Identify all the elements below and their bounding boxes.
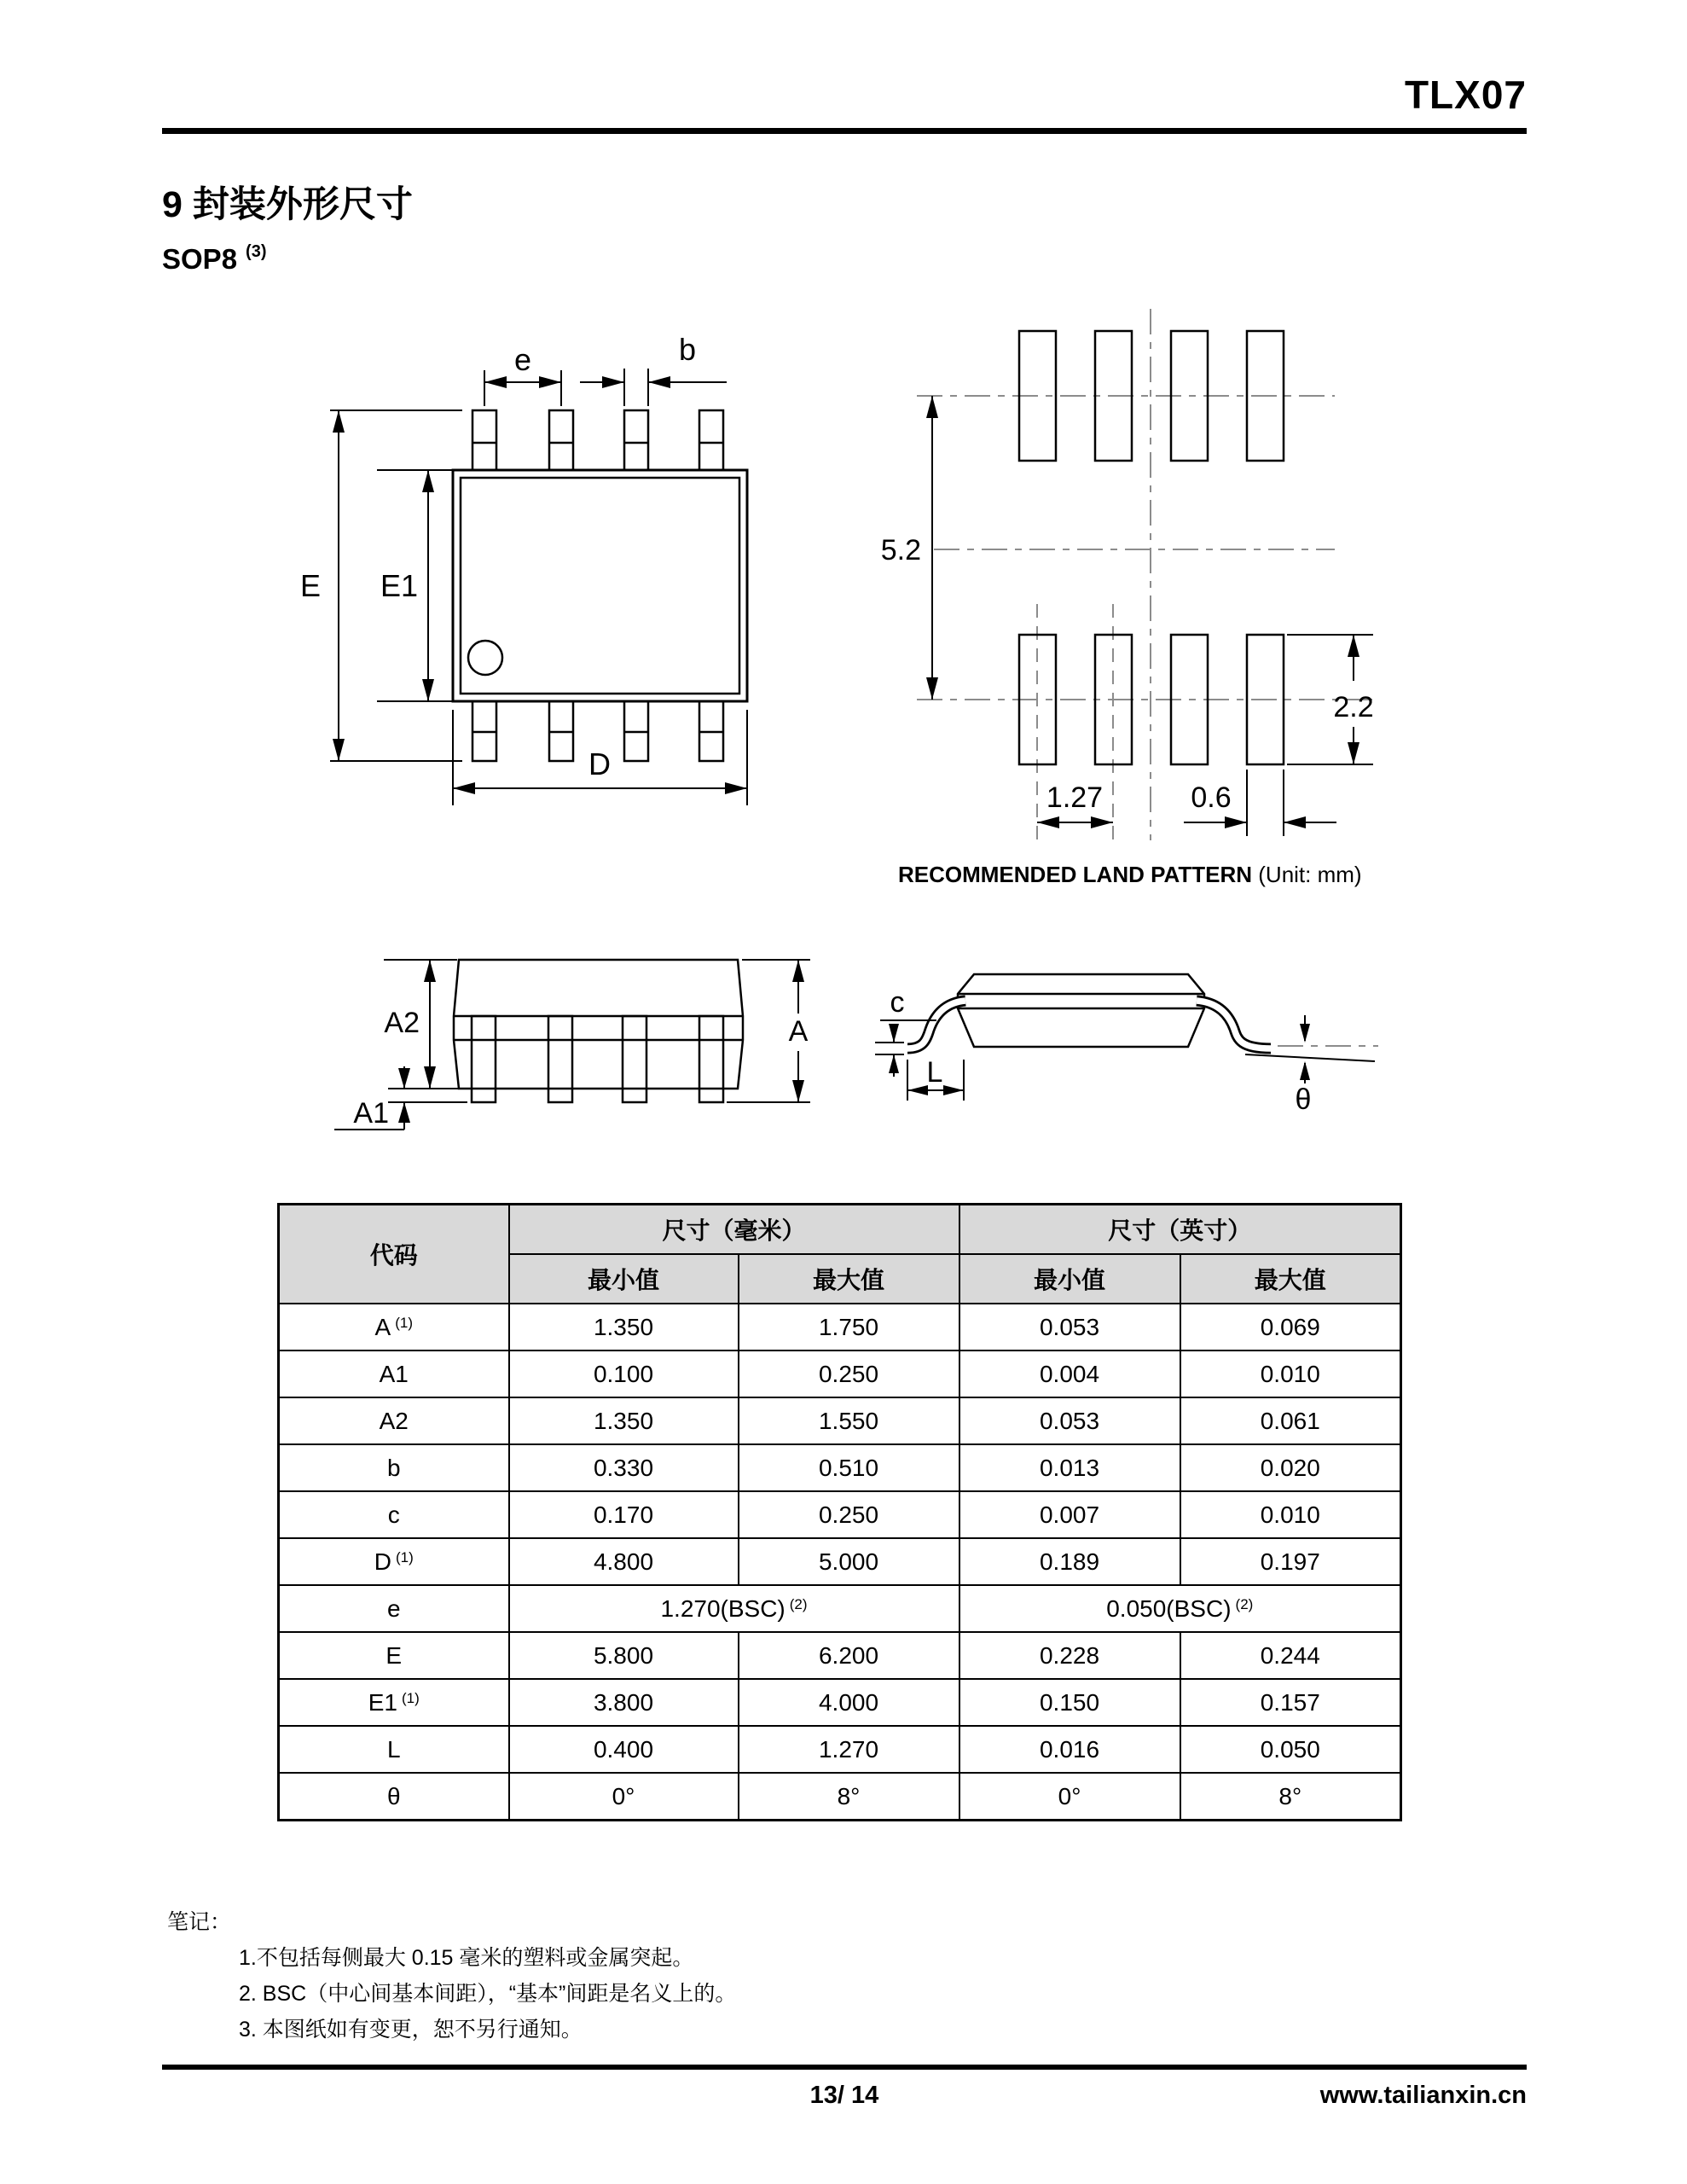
cell-in-min: 0° bbox=[959, 1773, 1180, 1821]
col-header-code: 代码 bbox=[279, 1205, 509, 1304]
col-header-in-max: 最大值 bbox=[1180, 1254, 1401, 1304]
center-lines bbox=[917, 309, 1373, 843]
cell-mm-max: 0.250 bbox=[739, 1491, 959, 1538]
table-row bbox=[279, 1726, 1401, 1773]
cell-mm-max: 0.510 bbox=[739, 1444, 959, 1491]
cell-mm-max: 0.250 bbox=[739, 1350, 959, 1397]
cell-in-max: 0.050 bbox=[1180, 1726, 1401, 1773]
dimension-b bbox=[580, 332, 727, 406]
table-row bbox=[279, 1773, 1401, 1821]
cell-mm-max: 4.000 bbox=[739, 1679, 959, 1726]
label-0-6: 0.6 bbox=[1191, 781, 1232, 814]
cell-code: A $^{(1)}$ bbox=[279, 1304, 509, 1350]
cell-mm-min: 4.800 bbox=[509, 1538, 739, 1585]
footer-rule bbox=[162, 2065, 1527, 2070]
page-number: 13/ 14 bbox=[809, 2082, 879, 2109]
label-5-2: 5.2 bbox=[880, 534, 921, 566]
cell-in-max: 0.069 bbox=[1180, 1304, 1401, 1350]
label-e: e bbox=[513, 342, 532, 377]
land-pattern-drawing bbox=[870, 290, 1527, 887]
label-A1: A1 bbox=[353, 1097, 389, 1130]
cell-code: A2 bbox=[279, 1397, 509, 1444]
label-E: E bbox=[299, 568, 321, 603]
cell-mm-min: 5.800 bbox=[509, 1632, 739, 1679]
cell-in-max: 8° bbox=[1180, 1773, 1401, 1821]
cell-in-min: 0.053 bbox=[959, 1304, 1180, 1350]
note-item-2: 2. BSC（中心间基本间距），“基本”间距是名义上的。 bbox=[239, 1982, 737, 2006]
cell-in-min: 0.189 bbox=[959, 1538, 1180, 1585]
cell-in-min: 0.013 bbox=[959, 1444, 1180, 1491]
header-rule bbox=[162, 128, 1527, 134]
cell-code: θ bbox=[279, 1773, 509, 1821]
dimension-pad-width bbox=[1184, 770, 1336, 836]
cell-code: E bbox=[279, 1632, 509, 1679]
table-row bbox=[279, 1491, 1401, 1538]
cell-in-max: 0.244 bbox=[1180, 1632, 1401, 1679]
cell-code: D $^{(1)}$ bbox=[279, 1538, 509, 1585]
cell-mm-min: 0.100 bbox=[509, 1350, 739, 1397]
label-1-27: 1.27 bbox=[1046, 781, 1104, 814]
cell-mm-max: 6.200 bbox=[739, 1632, 959, 1679]
table-row bbox=[279, 1397, 1401, 1444]
package-name: SOP8 bbox=[162, 243, 238, 275]
label-b: b bbox=[678, 332, 697, 367]
cell-mm-min: 1.350 bbox=[509, 1397, 739, 1444]
cell-code: e bbox=[279, 1585, 509, 1632]
package-body bbox=[453, 470, 747, 701]
col-header-inch: 尺寸（英寸） bbox=[959, 1205, 1401, 1255]
cell-code: E1 $^{(1)}$ bbox=[279, 1679, 509, 1726]
table-row bbox=[279, 1304, 1401, 1350]
cell-in-min: 0.053 bbox=[959, 1397, 1180, 1444]
cell-in-max: 0.157 bbox=[1180, 1679, 1401, 1726]
cell-mm-min: 3.800 bbox=[509, 1679, 739, 1726]
dimension-row-span bbox=[881, 396, 938, 700]
table-group-header-row bbox=[279, 1205, 1401, 1255]
cell-in-max: 0.197 bbox=[1180, 1538, 1401, 1585]
dimension-pitch bbox=[1037, 781, 1113, 828]
notes-title: 笔记： bbox=[167, 1910, 232, 1934]
package-top-view-drawing bbox=[162, 299, 844, 845]
package-heading bbox=[162, 242, 267, 276]
label-2-2: 2.2 bbox=[1333, 691, 1374, 723]
cell-in-max: 0.020 bbox=[1180, 1444, 1401, 1491]
doc-title: TLX07 bbox=[1404, 73, 1527, 117]
dimension-table bbox=[277, 1203, 1402, 1821]
label-L: L bbox=[926, 1056, 943, 1089]
label-A2: A2 bbox=[384, 1007, 420, 1039]
note-item-3: 3. 本图纸如有变更，恕不另行通知。 bbox=[239, 2018, 583, 2042]
section-heading: 9 封装外形尺寸 bbox=[162, 184, 413, 225]
cell-mm-max: 1.750 bbox=[739, 1304, 959, 1350]
cell-in-min: 0.004 bbox=[959, 1350, 1180, 1397]
cell-mm-max: 1.550 bbox=[739, 1397, 959, 1444]
table-row bbox=[279, 1350, 1401, 1397]
cell-in-max: 0.010 bbox=[1180, 1350, 1401, 1397]
table-row bbox=[279, 1444, 1401, 1491]
cell-code: b bbox=[279, 1444, 509, 1491]
note-item-1: 1.不包括每侧最大 0.15 毫米的塑料或金属突起。 bbox=[239, 1946, 694, 1970]
label-A: A bbox=[788, 1015, 809, 1048]
cell-in-min: 0.016 bbox=[959, 1726, 1180, 1773]
cell-mm-span: 1.270(BSC) $^{(2)}$ bbox=[509, 1585, 959, 1632]
cell-code: c bbox=[279, 1491, 509, 1538]
cell-mm-min: 0.330 bbox=[509, 1444, 739, 1491]
label-D: D bbox=[588, 746, 611, 781]
cell-in-max: 0.010 bbox=[1180, 1491, 1401, 1538]
website-link[interactable]: www.tailianxin.cn bbox=[1319, 2082, 1527, 2109]
cell-in-span: 0.050(BSC) $^{(2)}$ bbox=[959, 1585, 1401, 1632]
package-body bbox=[958, 974, 1204, 1047]
top-pins bbox=[472, 410, 723, 470]
col-header-mm-min: 最小值 bbox=[509, 1254, 739, 1304]
dimension-L bbox=[907, 1056, 964, 1101]
table-row bbox=[279, 1632, 1401, 1679]
package-note-ref: (3) bbox=[246, 242, 267, 261]
cell-mm-max: 5.000 bbox=[739, 1538, 959, 1585]
cell-in-min: 0.228 bbox=[959, 1632, 1180, 1679]
cell-mm-min: 0.170 bbox=[509, 1491, 739, 1538]
land-pattern-caption bbox=[898, 862, 1362, 888]
col-header-in-min: 最小值 bbox=[959, 1254, 1180, 1304]
dimension-E1 bbox=[377, 470, 453, 701]
dimension-e bbox=[484, 342, 561, 406]
col-header-mm: 尺寸（毫米） bbox=[509, 1205, 959, 1255]
label-E1: E1 bbox=[380, 568, 418, 603]
cell-in-min: 0.007 bbox=[959, 1491, 1180, 1538]
land-pattern-caption-unit: (Unit: mm) bbox=[1258, 862, 1362, 887]
dimension-theta bbox=[1245, 1015, 1378, 1116]
cell-mm-max: 1.270 bbox=[739, 1726, 959, 1773]
cell-code: L bbox=[279, 1726, 509, 1773]
table-row bbox=[279, 1538, 1401, 1585]
cell-mm-min: 0° bbox=[509, 1773, 739, 1821]
cell-mm-max: 8° bbox=[739, 1773, 959, 1821]
cell-mm-min: 1.350 bbox=[509, 1304, 739, 1350]
label-theta: θ bbox=[1295, 1083, 1312, 1116]
package-front-view-drawing bbox=[213, 904, 861, 1143]
table-row-e bbox=[279, 1585, 1401, 1632]
land-pattern-caption-title: RECOMMENDED LAND PATTERN bbox=[898, 862, 1253, 887]
col-header-mm-max: 最大值 bbox=[739, 1254, 959, 1304]
package-side-view-drawing bbox=[870, 904, 1399, 1143]
pin1-indicator bbox=[468, 641, 502, 675]
cell-code: A1 bbox=[279, 1350, 509, 1397]
dimension-A1 bbox=[334, 1066, 467, 1130]
label-c: c bbox=[890, 986, 905, 1019]
table-row bbox=[279, 1679, 1401, 1726]
cell-mm-min: 0.400 bbox=[509, 1726, 739, 1773]
notes-block bbox=[167, 1904, 736, 2048]
cell-in-max: 0.061 bbox=[1180, 1397, 1401, 1444]
cell-in-min: 0.150 bbox=[959, 1679, 1180, 1726]
